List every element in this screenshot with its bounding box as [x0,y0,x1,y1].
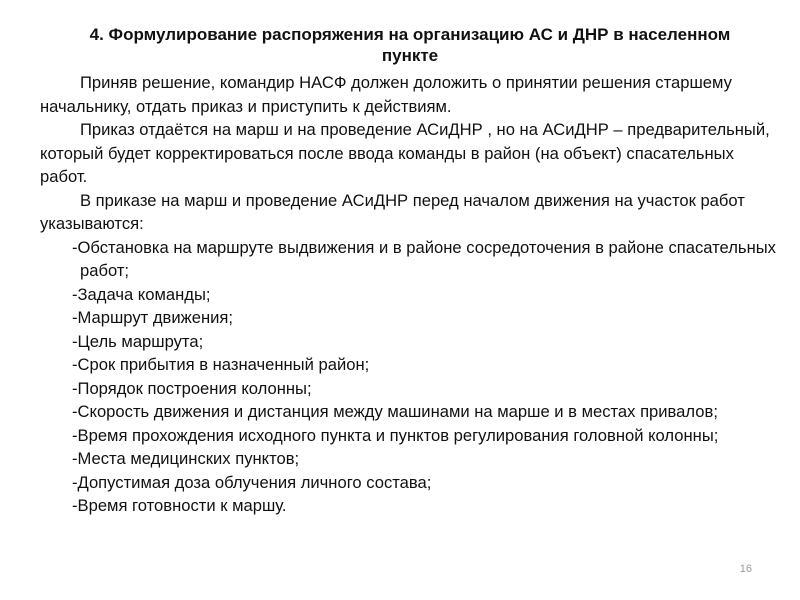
list-item: -Места медицинских пунктов; [72,449,300,468]
paragraph-order-given: Приказ отдаётся на марш и на проведение АСиДНР , но на АСиДНР – предварительный, который будет корректироваться после ввода команды в район (на объект) спасательных работ. [40,120,770,186]
list-item: -Цель маршрута; [72,331,204,351]
list-item: -Время готовности к маршу. [72,496,287,515]
order-items-list [40,236,780,518]
list-item: -Время прохождения исходного пункта и пунктов регулирования головной колонны; [72,425,719,445]
slide-title: 4. Формулирование распоряжения на организацию АС и ДНР в населенном пункте [89,25,731,65]
list-item: -Порядок построения колонны; [72,378,312,398]
slide-body [40,71,780,518]
list-item: -Маршрут движения; [72,308,233,327]
paragraph-report-decision: Приняв решение, командир НАСФ должен доложить о принятии решения старшему начальнику, отдать приказ и приступить к действиям. [40,73,732,116]
list-item: -Скорость движения и дистанция между машинами на марше и в местах привалов; [72,402,718,421]
page-number: 16 [739,563,752,575]
list-item: -Обстановка на маршруте выдвижения и в районе сосредоточения в районе спасательных работ; [72,237,776,280]
list-item: -Задача команды; [72,284,211,304]
list-item: -Срок прибытия в назначенный район; [72,355,370,374]
paragraph-order-contents: В приказе на марш и проведение АСиДНР перед началом движения на участок работ указываются: [40,190,745,233]
list-item: -Допустимая доза облучения личного состава; [72,472,432,492]
